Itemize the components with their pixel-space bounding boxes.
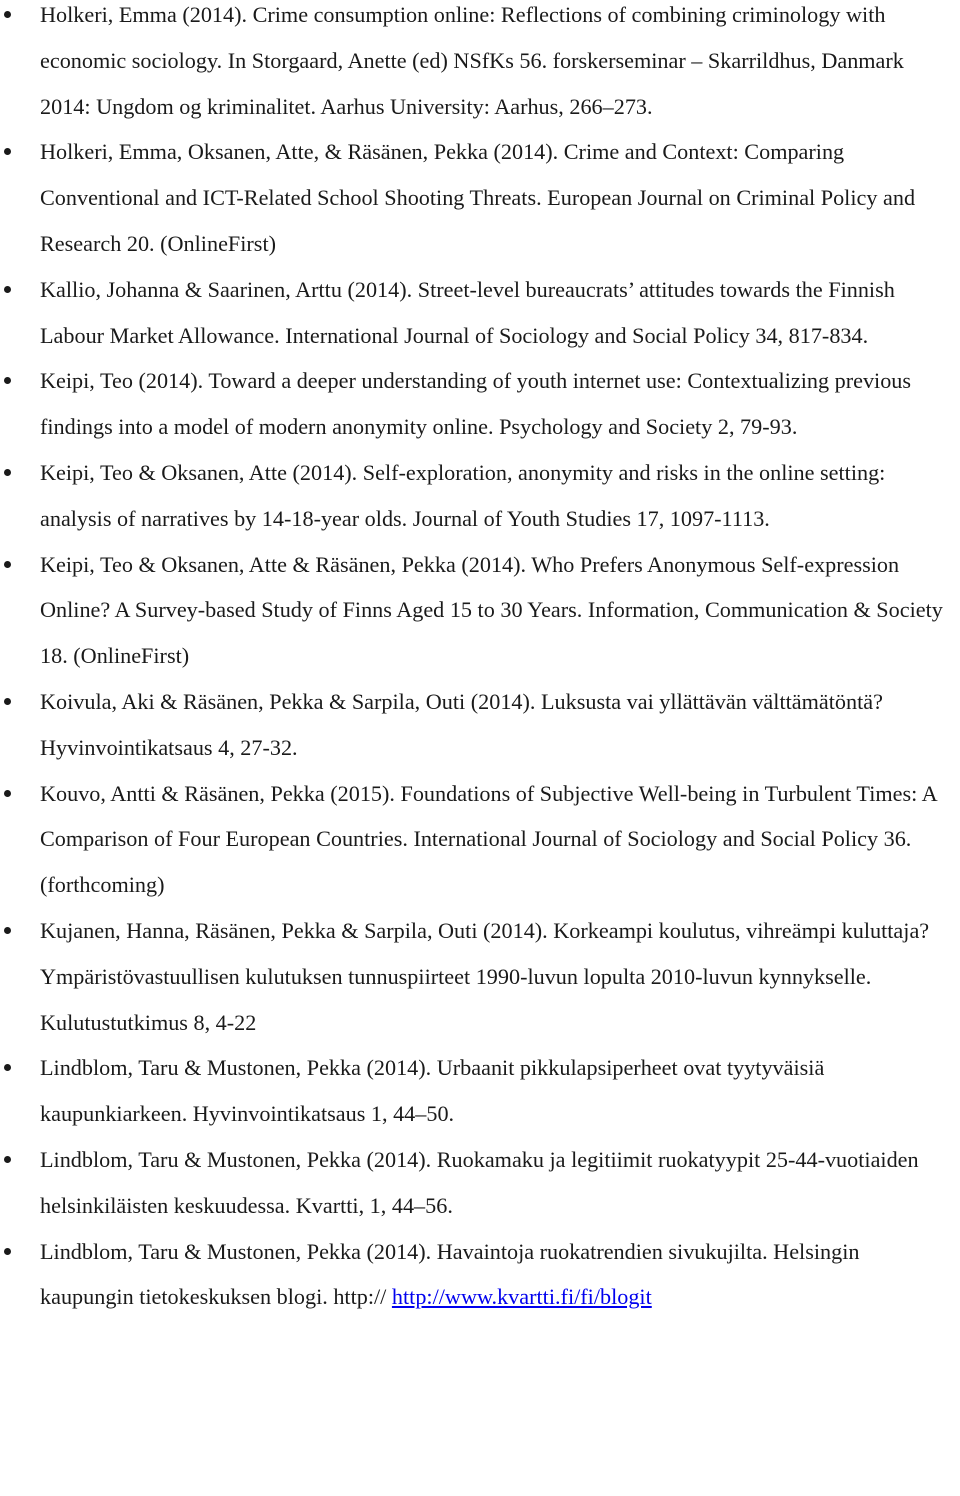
reference-text: Koivula, Aki & Räsänen, Pekka & Sarpila, Outi (2014). Luksusta vai yllättävän välttämätöntä? Hyvinvointikatsaus 4, 27-32.	[40, 688, 883, 760]
reference-item	[0, 771, 960, 908]
reference-item	[0, 358, 960, 450]
bullet-icon	[4, 469, 11, 476]
reference-item	[0, 542, 960, 679]
bullet-icon	[4, 148, 11, 155]
reference-text: Kujanen, Hanna, Räsänen, Pekka & Sarpila, Outi (2014). Korkeampi koulutus, vihreämpi kuluttaja? Ympäristövastuullisen kulutuksen tunnuspiirteet 1990-luvun lopulta 2010-luvun kynnykselle. Kulutustutkimus 8, 4-22	[40, 917, 930, 1035]
bullet-icon	[4, 1064, 11, 1071]
reference-item	[0, 908, 960, 1045]
bullet-icon	[4, 286, 11, 293]
bullet-icon	[4, 1156, 11, 1163]
bullet-icon	[4, 698, 11, 705]
reference-text: Holkeri, Emma, Oksanen, Atte, & Räsänen, Pekka (2014). Crime and Context: Comparing Conventional and ICT-Related School Shooting Threats. European Journal on Criminal Policy and Research 20. (OnlineFirst)	[40, 139, 916, 256]
reference-item	[0, 0, 960, 129]
blog-link[interactable]: http://www.kvartti.fi/fi/blogit	[391, 1284, 652, 1310]
reference-text: Keipi, Teo & Oksanen, Atte & Räsänen, Pekka (2014). Who Prefers Anonymous Self-expression Online? A Survey-based Study of Finns Aged 15 to 30 Years. Information, Communication & Society 18. (OnlineFirst)	[40, 551, 943, 669]
reference-text: Lindblom, Taru & Mustonen, Pekka (2014). Urbaanit pikkulapsiperheet ovat tyytyväisiä kaupunkiarkeen. Hyvinvointikatsaus 1, 44–50.	[40, 1055, 825, 1127]
bullet-icon	[4, 1248, 11, 1255]
reference-text: Kouvo, Antti & Räsänen, Pekka (2015). Foundations of Subjective Well-being in Turbulent Times: A Comparison of Four European Countries. International Journal of Sociology and Social Policy 36. (forthcoming)	[40, 780, 937, 898]
reference-item	[0, 450, 960, 542]
bullet-icon	[4, 927, 11, 934]
reference-item	[0, 1137, 960, 1229]
reference-text: Keipi, Teo (2014). Toward a deeper understanding of youth internet use: Contextualizing previous findings into a model of modern anonymity online. Psychology and Society 2, 79-93.	[40, 368, 912, 440]
reference-item	[0, 679, 960, 771]
reference-text: Kallio, Johanna & Saarinen, Arttu (2014). Street-level bureaucrats’ attitudes towards the Finnish Labour Market Allowance. International Journal of Sociology and Social Policy 34, 817-834.	[40, 276, 895, 348]
reference-item	[0, 1229, 960, 1321]
reference-item	[0, 129, 960, 266]
bullet-icon	[4, 11, 11, 18]
reference-text: Keipi, Teo & Oksanen, Atte (2014). Self-exploration, anonymity and risks in the online setting: analysis of narratives by 14-18-year olds. Journal of Youth Studies 17, 1097-1113.	[40, 459, 886, 531]
bullet-icon	[4, 561, 11, 568]
reference-item	[0, 267, 960, 359]
bullet-icon	[4, 790, 11, 797]
bullet-icon	[4, 377, 11, 384]
reference-text: Lindblom, Taru & Mustonen, Pekka (2014). Havaintoja ruokatrendien sivukujilta. Helsingin kaupungin tietokeskuksen blogi. http://	[40, 1238, 860, 1310]
reference-text: Holkeri, Emma (2014). Crime consumption online: Reflections of combining criminology with economic sociology. In Storgaard, Anette (ed) NSfKs 56. forskerseminar – Skarrildhus, Danmark 2014: Ungdom og kriminalitet. Aarhus University: Aarhus, 266–273.	[40, 2, 904, 119]
reference-text: Lindblom, Taru & Mustonen, Pekka (2014). Ruokamaku ja legitiimit ruokatyypit 25-44-vuotiaiden helsinkiläisten keskuudessa. Kvartti, 1, 44–56.	[40, 1146, 919, 1218]
reference-item	[0, 1045, 960, 1137]
